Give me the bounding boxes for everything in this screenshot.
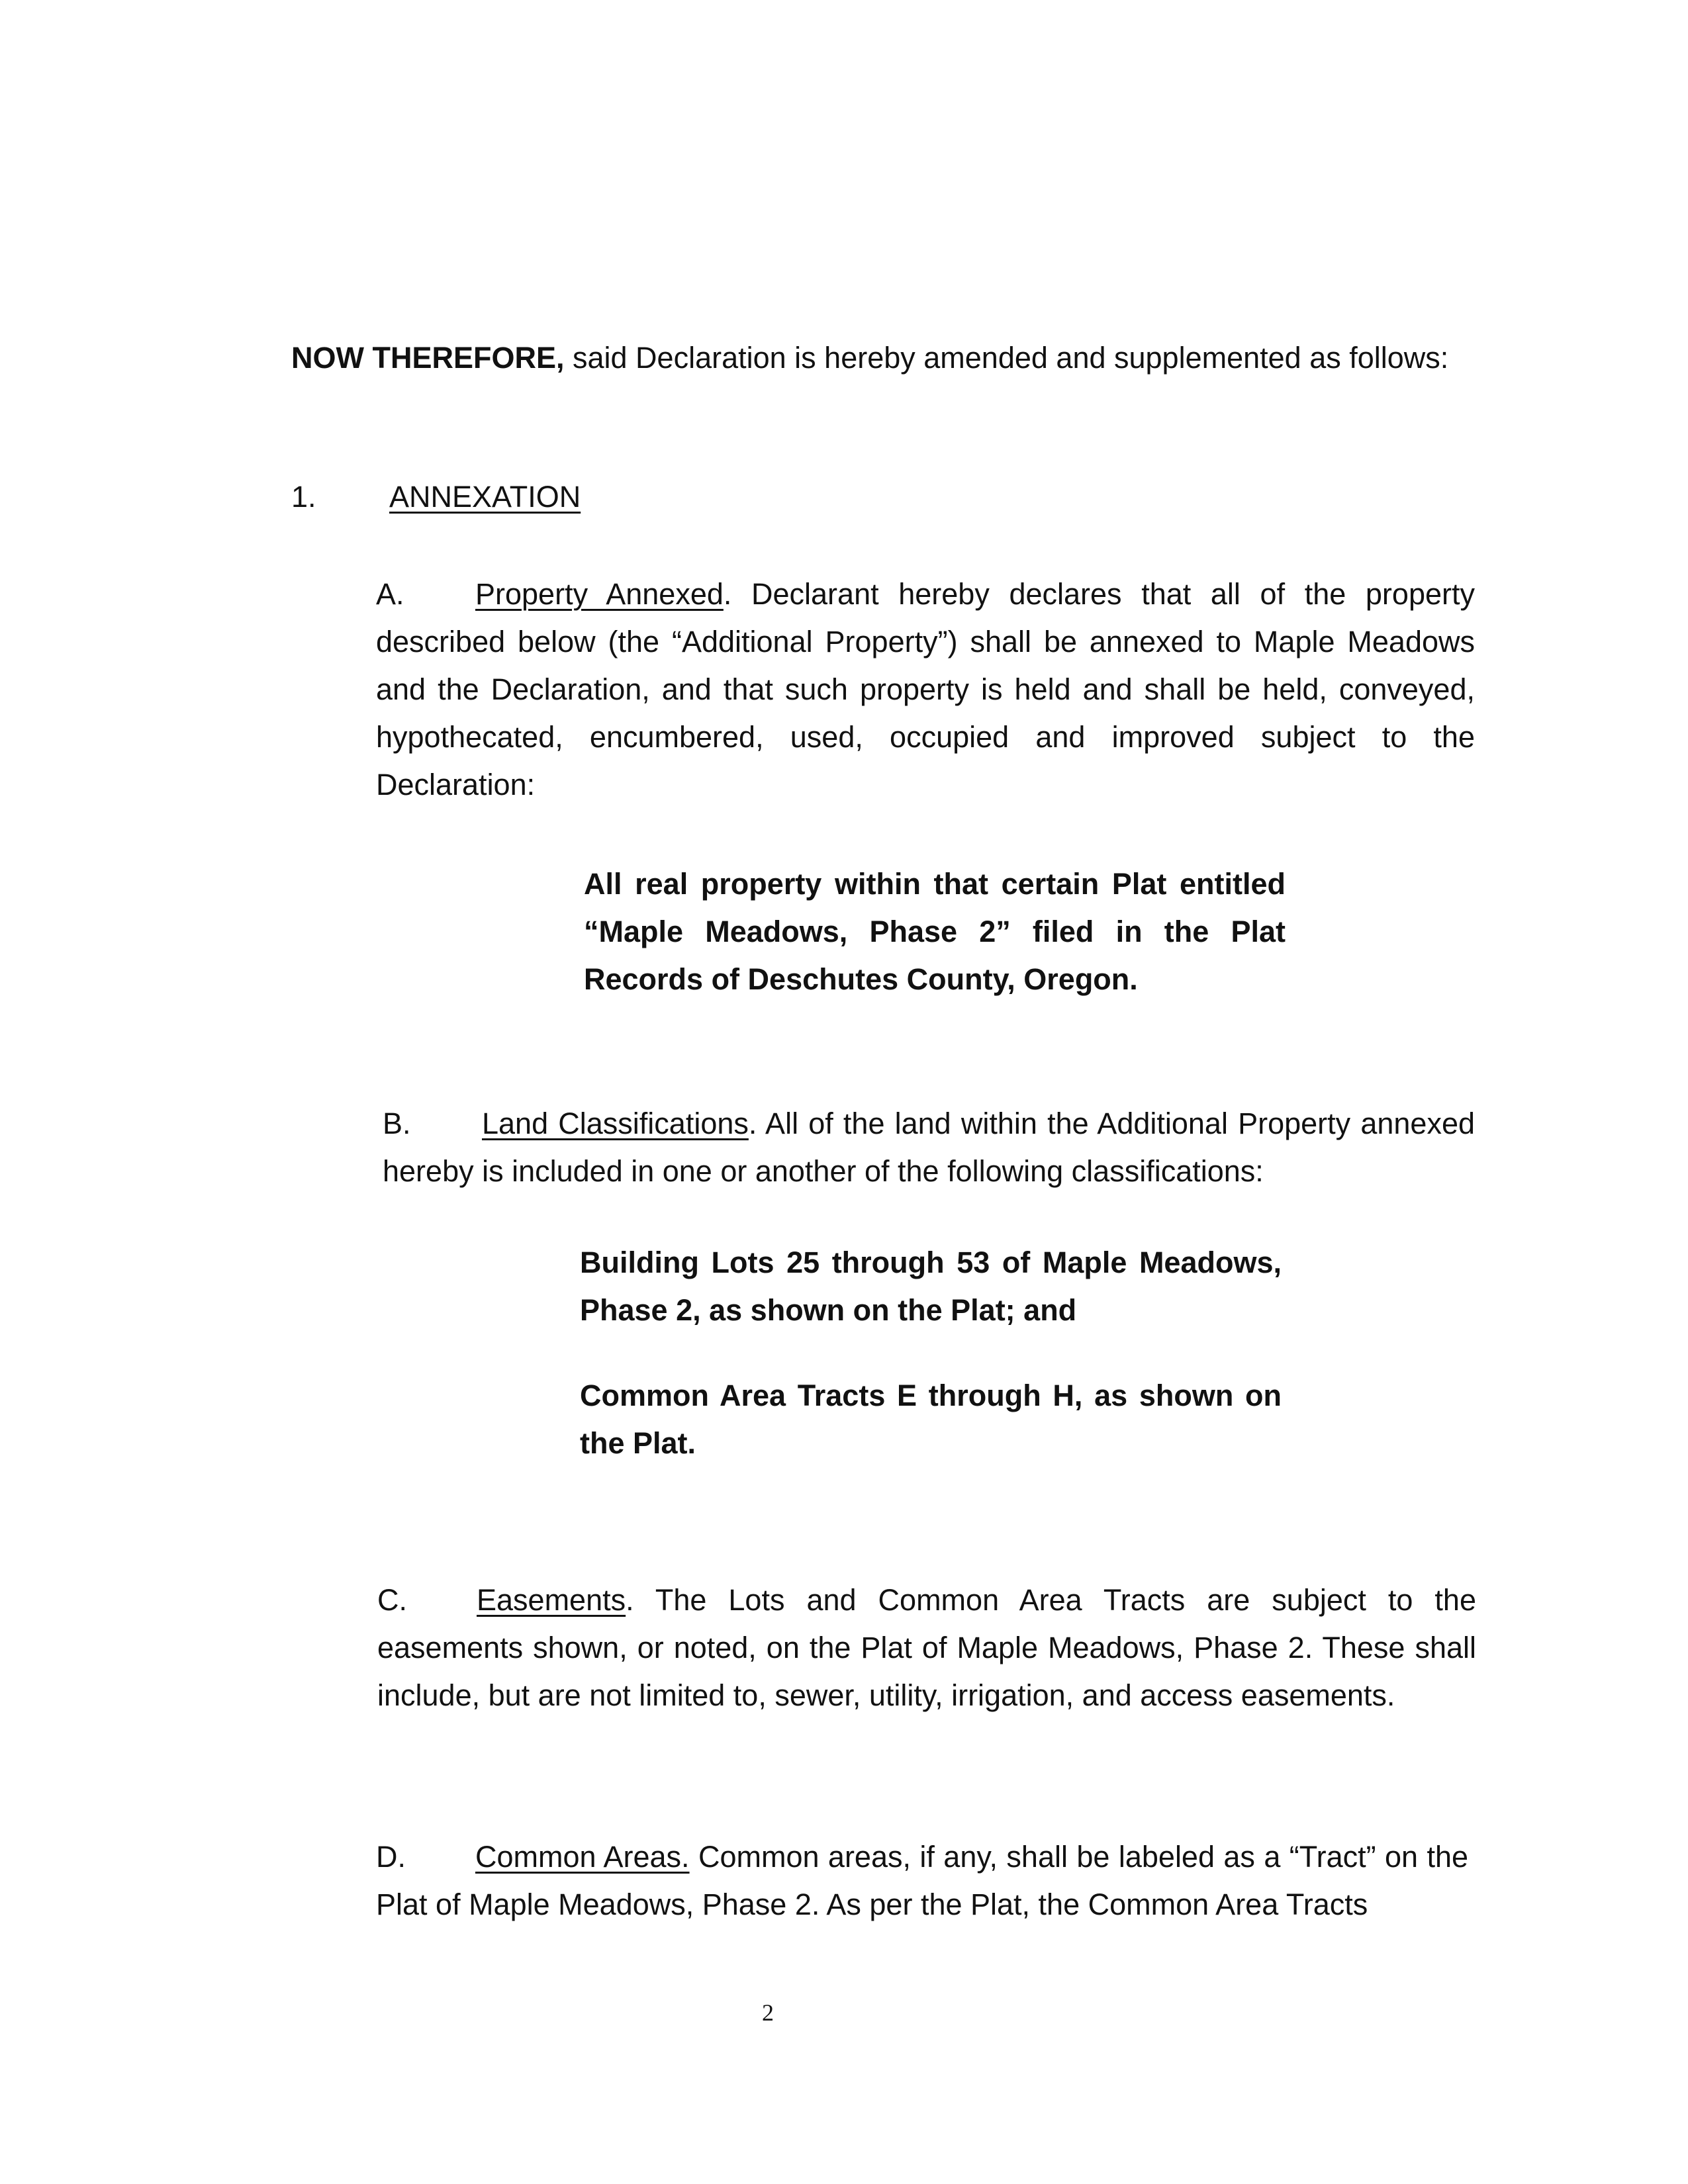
paragraph-c <box>377 1576 1476 1719</box>
intro-bold-lead: NOW THEREFORE, <box>291 341 565 375</box>
section-heading <box>291 473 581 521</box>
paragraph-b-label: B. <box>383 1107 411 1140</box>
paragraph-c-text: . The Lots and Common Area Tracts are subject to the easements shown, or noted, on the Plat of Maple Meadows, Phase 2. These shall include, but are not limited to, sewer, utility, irrigation, and access easements. <box>377 1583 1476 1712</box>
paragraph-c-label: C. <box>377 1583 407 1617</box>
intro-text: said Declaration is hereby amended and supplemented as follows: <box>564 341 1449 375</box>
paragraph-a <box>376 570 1475 809</box>
paragraph-d-label: D. <box>376 1840 406 1874</box>
paragraph-a-text: . Declarant hereby declares that all of the property described below (the “Additional Property”) shall be annexed to Maple Meadows and the Declaration, and that such property is held and shall be held, conveyed, hypothecated, encumbered, used, occupied and improved subject to the Declaration: <box>376 577 1475 801</box>
paragraph-d <box>376 1833 1468 1929</box>
paragraph-a-label: A. <box>376 577 404 611</box>
paragraph-c-heading: Easements <box>477 1583 626 1617</box>
paragraph-d-heading: Common Areas. <box>475 1840 690 1874</box>
classification-building-lots: Building Lots 25 through 53 of Maple Meadows, Phase 2, as shown on the Plat; and <box>580 1246 1282 1327</box>
section-number: 1. <box>291 480 316 514</box>
paragraph-b-heading: Land Classifications <box>482 1107 749 1140</box>
paragraph-d-text: Common areas, if any, shall be labeled as a “Tract” on the Plat of Maple Meadows, Phase 2. As per the Plat, the Common Area Tracts <box>376 1840 1469 1921</box>
page-number: 2 <box>762 1999 774 2026</box>
paragraph-a-heading: Property Annexed <box>475 577 724 611</box>
section-title: ANNEXATION <box>389 480 581 514</box>
intro-sentence <box>291 334 1483 382</box>
paragraph-b-text: . All of the land within the Additional Property annexed hereby is included in one or another of the following classifications: <box>383 1107 1475 1188</box>
paragraph-b <box>383 1100 1475 1195</box>
classification-common-tracts: Common Area Tracts E through H, as shown on the Plat. <box>580 1379 1282 1460</box>
property-description: All real property within that certain Plat entitled “Maple Meadows, Phase 2” filed in the Plat Records of Deschutes County, Oregon. <box>584 867 1286 996</box>
